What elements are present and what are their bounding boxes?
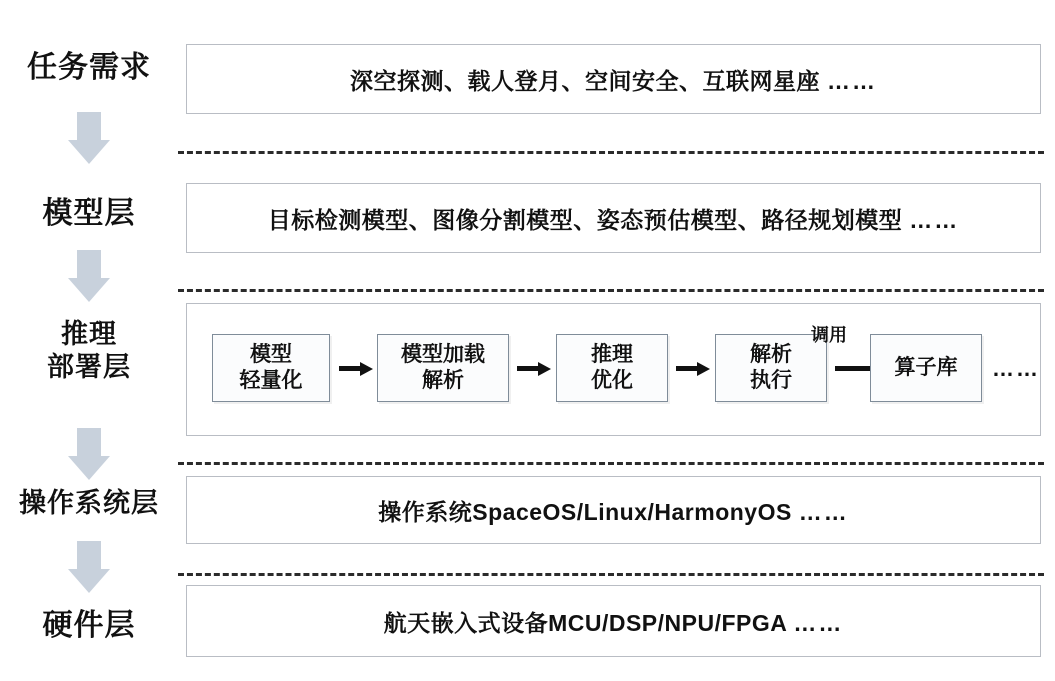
flow-arrow-3 — [68, 428, 110, 480]
pipeline-step-1-line2: 轻量化 — [239, 369, 303, 392]
pipeline-step-inference-optimization[interactable] — [556, 334, 668, 402]
divider-3 — [178, 462, 1044, 465]
pipeline-arrow-3-shaft — [676, 366, 698, 371]
band-text-mission-requirements — [350, 63, 877, 96]
pipeline-step-3-line2: 优化 — [591, 369, 633, 392]
band-text-model-layer — [268, 202, 959, 235]
pipeline-step-model-loading-parsing[interactable] — [377, 334, 509, 402]
pipeline-container — [186, 303, 1041, 436]
pipeline-trailing-dots: …… — [992, 356, 1040, 381]
band-content-mission-requirements: 深空探测、载人登月、空间安全、互联网星座 — [350, 67, 821, 94]
band-content-operating-system: 操作系统SpaceOS/Linux/HarmonyOS — [378, 498, 792, 525]
band-trailing-model-layer: …… — [909, 206, 960, 233]
pipeline-step-2-line2: 解析 — [422, 369, 464, 392]
flow-arrow-2-shaft — [77, 250, 101, 280]
pipeline-step-4-line1: 解析 — [750, 342, 792, 366]
pipeline-step-4-line2: 执行 — [750, 369, 792, 392]
layer-label-inference-line2: 部署层 — [47, 351, 131, 382]
flow-arrow-4-shaft — [77, 541, 101, 571]
pipeline-call-label: 调用 — [811, 325, 847, 345]
band-text-hardware — [384, 605, 844, 638]
pipeline-arrow-2-shaft — [517, 366, 539, 371]
layer-label-model: 模型层 — [42, 197, 136, 230]
band-operating-system — [186, 476, 1041, 544]
pipeline-arrow-1-head — [360, 362, 373, 376]
flow-arrow-3-shaft — [77, 428, 101, 458]
layer-label-mission-requirements: 任务需求 — [27, 51, 151, 84]
band-model-layer — [186, 183, 1041, 253]
pipeline-step-model-lightweighting[interactable] — [212, 334, 330, 402]
layer-label-inference-deployment — [0, 318, 178, 384]
flow-arrow-1-head — [68, 140, 110, 164]
flow-arrow-4 — [68, 541, 110, 593]
band-trailing-hardware: …… — [793, 609, 844, 636]
flow-arrow-1-shaft — [77, 112, 101, 142]
divider-1 — [178, 151, 1044, 154]
band-trailing-mission-requirements: …… — [826, 67, 877, 94]
divider-4 — [178, 573, 1044, 576]
band-hardware — [186, 585, 1041, 657]
band-content-model-layer: 目标检测模型、图像分割模型、姿态预估模型、路径规划模型 — [267, 206, 903, 233]
pipeline-arrow-3 — [676, 362, 710, 376]
pipeline-step-3-line1: 推理 — [591, 342, 633, 366]
band-content-hardware: 航天嵌入式设备MCU/DSP/NPU/FPGA — [383, 609, 787, 636]
flow-arrow-1 — [68, 112, 110, 164]
band-trailing-operating-system: …… — [798, 498, 849, 525]
flow-arrow-2 — [68, 250, 110, 302]
flow-arrow-3-head — [68, 456, 110, 480]
layer-label-inference-line1: 推理 — [61, 319, 117, 349]
flow-arrow-4-head — [68, 569, 110, 593]
pipeline-step-5-line1: 算子库 — [894, 355, 958, 379]
pipeline-arrow-2-head — [538, 362, 551, 376]
pipeline-step-operator-library[interactable] — [870, 334, 982, 402]
pipeline-step-1-line1: 模型 — [250, 342, 292, 366]
flow-arrow-2-head — [68, 278, 110, 302]
pipeline-arrow-2 — [517, 362, 551, 376]
band-text-operating-system — [378, 494, 848, 527]
divider-2 — [178, 289, 1044, 292]
band-mission-requirements — [186, 44, 1041, 114]
pipeline-arrow-1 — [339, 362, 373, 376]
layer-label-hardware: 硬件层 — [42, 609, 136, 642]
layer-label-operating-system: 操作系统层 — [19, 488, 159, 518]
pipeline-arrow-1-shaft — [339, 366, 361, 371]
pipeline-step-2-line1: 模型加载 — [401, 342, 485, 366]
pipeline-arrow-3-head — [697, 362, 710, 376]
